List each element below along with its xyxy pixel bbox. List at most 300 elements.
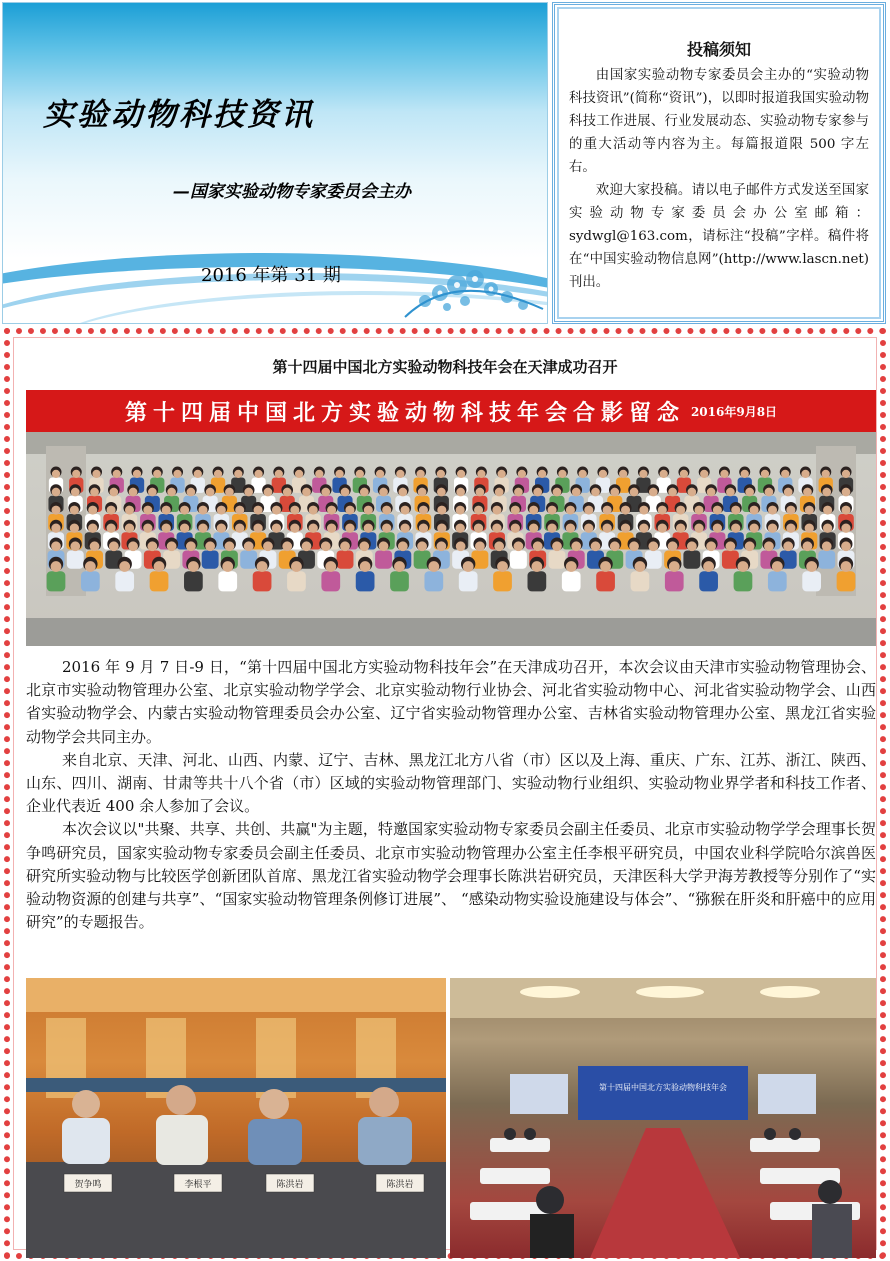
attendee-face <box>805 506 814 515</box>
attendee-face <box>92 470 100 478</box>
attendee-face <box>463 561 474 572</box>
attendee-face <box>738 561 749 572</box>
attendee-face <box>128 541 138 551</box>
attendee-face <box>109 541 119 551</box>
attendee-figure <box>218 571 237 591</box>
attendee-face <box>658 524 667 533</box>
attendee-face <box>552 541 562 551</box>
attendee-face <box>823 506 832 515</box>
attendee-face <box>244 488 253 497</box>
attendee-face <box>147 541 157 551</box>
attendee-face <box>360 561 371 572</box>
attendee-face <box>456 506 465 515</box>
attendee-face <box>428 561 439 572</box>
attendee-face <box>291 561 302 572</box>
attendee-face <box>511 506 520 515</box>
submission-notice <box>552 2 886 324</box>
attendee-face <box>456 524 465 533</box>
attendee-face <box>599 470 607 478</box>
attendee-face <box>474 506 483 515</box>
attendee-face <box>669 561 680 572</box>
attendee-face <box>806 561 817 572</box>
attendee-face <box>531 561 542 572</box>
attendee-face <box>558 470 566 478</box>
attendee-face <box>335 470 343 478</box>
attendee-face <box>153 470 161 478</box>
attendee-face <box>749 524 758 533</box>
attendee-figure <box>802 571 821 591</box>
attendee-face <box>309 524 318 533</box>
screen-text: 第十四届中国北方实验动物科技年会 <box>599 1083 727 1092</box>
photo-banner <box>26 390 876 432</box>
attendee-figure <box>510 551 527 569</box>
attendee-figure <box>240 551 257 569</box>
attendee-face <box>511 524 520 533</box>
attendee-face <box>680 470 688 478</box>
attendee-face <box>842 488 851 497</box>
attendee-face <box>639 470 647 478</box>
attendee-face <box>476 488 485 497</box>
attendee-face <box>668 488 677 497</box>
name-card: 陈洪岩 <box>276 1180 304 1190</box>
attendee-face <box>579 470 587 478</box>
attendee-face <box>726 488 735 497</box>
name-card: 陈洪岩 <box>386 1180 414 1190</box>
attendee-face <box>619 470 627 478</box>
attendee-face <box>707 488 716 497</box>
attendee-face <box>398 488 407 497</box>
attendee-face <box>772 561 783 572</box>
attendee-face <box>477 470 485 478</box>
attendee-face <box>327 506 336 515</box>
article-paragraph: 本次会议以"共聚、共享、共创、共赢"为主题，特邀国家实验动物专家委员会副主任委员、北京市实验动物学学会理事长贺争鸣研究员，国家实验动物专家委员会副主任委员、北京市实验动物管理办公室主任李根平研究员，中国农业科学院哈尔滨兽医研究所实验动物与比较医学创新团队首席、黑龙江省实验动物学会理事长陈洪岩研究员，天津医科大学尹海芳教授等分别作了“实验动物资源的创建与共享”、“国家实验动物管理条例修订进展”、 “感染动物实验设施建设与体会”、“猕猴在肝炎和肝癌中的应用研究”的专题报告。 <box>26 820 876 932</box>
attendee-face <box>566 561 577 572</box>
attendee-face <box>290 506 299 515</box>
attendee-face <box>400 524 409 533</box>
attendee-face <box>786 524 795 533</box>
attendee-face <box>272 524 281 533</box>
attendee-face <box>518 470 526 478</box>
attendee-face <box>217 506 226 515</box>
attendee-face <box>768 506 777 515</box>
attendee-face <box>180 506 189 515</box>
hall-illustration <box>450 978 876 1258</box>
attendee-face <box>842 506 851 515</box>
attendee-figure <box>356 571 375 591</box>
article-body <box>26 656 876 934</box>
attendee-figure <box>81 571 100 591</box>
attendee-face <box>180 524 189 533</box>
attendee-face <box>167 488 176 497</box>
banner-date: 2016年9月8日 <box>690 404 778 419</box>
speakers-illustration <box>26 978 446 1258</box>
attendee-face <box>340 541 350 551</box>
attendee-face <box>538 470 546 478</box>
attendee-face <box>456 541 466 551</box>
attendee-face <box>765 488 774 497</box>
attendee-face <box>416 470 424 478</box>
attendee-face <box>356 470 364 478</box>
attendee-face <box>494 541 504 551</box>
attendee-figure <box>47 571 66 591</box>
attendee-face <box>162 506 171 515</box>
attendee-face <box>275 470 283 478</box>
attendee-face <box>222 561 233 572</box>
attendee-face <box>514 488 523 497</box>
attendee-face <box>244 541 254 551</box>
attendee-face <box>205 541 215 551</box>
attendee-face <box>805 524 814 533</box>
attendee-figure <box>287 571 306 591</box>
attendee-face <box>282 541 292 551</box>
attendee-face <box>437 506 446 515</box>
attendee-face <box>600 561 611 572</box>
attendee-face <box>437 470 445 478</box>
attendee-face <box>639 506 648 515</box>
attendee-face <box>295 470 303 478</box>
attendee-face <box>345 506 354 515</box>
attendee-face <box>572 488 581 497</box>
attendee-face <box>437 524 446 533</box>
attendee-face <box>90 541 100 551</box>
attendee-face <box>495 488 504 497</box>
attendee-face <box>726 541 736 551</box>
attendee-face <box>254 506 263 515</box>
attendee-face <box>803 541 813 551</box>
attendee-face <box>436 541 446 551</box>
attendee-face <box>630 488 639 497</box>
attendee-face <box>133 470 141 478</box>
attendee-face <box>51 524 60 533</box>
attendee-face <box>688 488 697 497</box>
attendee-face <box>492 506 501 515</box>
issue-number: 2016 年第 31 期 <box>201 265 341 286</box>
attendee-face <box>263 541 273 551</box>
attendee-face <box>695 506 704 515</box>
attendee-face <box>591 488 600 497</box>
attendee-figure <box>375 551 392 569</box>
flower-decoration-icon <box>395 249 545 319</box>
speakers-photo <box>26 978 446 1258</box>
attendee-figure <box>631 571 650 591</box>
attendee-face <box>88 524 97 533</box>
attendee-face <box>764 541 774 551</box>
attendee-face <box>761 470 769 478</box>
attendee-face <box>125 524 134 533</box>
attendee-face <box>418 488 427 497</box>
article-box <box>4 328 886 1259</box>
attendee-face <box>822 488 831 497</box>
attendee-face <box>474 524 483 533</box>
attendee-face <box>687 541 697 551</box>
attendee-face <box>129 488 138 497</box>
attendee-face <box>52 470 60 478</box>
attendee-face <box>457 470 465 478</box>
attendee-face <box>143 524 152 533</box>
attendee-face <box>700 470 708 478</box>
attendee-figure <box>424 571 443 591</box>
attendee-face <box>364 524 373 533</box>
attendee-face <box>475 541 485 551</box>
attendee-face <box>841 524 850 533</box>
attendee-face <box>419 524 428 533</box>
attendee-figure <box>184 571 203 591</box>
attendee-face <box>225 488 234 497</box>
attendee-face <box>784 488 793 497</box>
attendee-face <box>713 524 722 533</box>
attendee-figure <box>837 571 856 591</box>
attendee-figure <box>459 571 478 591</box>
attendee-face <box>649 488 658 497</box>
attendee-face <box>566 524 575 533</box>
banner-title: 第十四届中国北方实验动物科技年会合影留念 <box>124 399 685 426</box>
attendee-face <box>720 470 728 478</box>
attendee-face <box>376 470 384 478</box>
attendee-face <box>396 470 404 478</box>
attendee-face <box>70 524 79 533</box>
attendee-figure <box>390 571 409 591</box>
attendee-face <box>217 524 226 533</box>
attendee-face <box>635 561 646 572</box>
attendee-figure <box>596 571 615 591</box>
attendee-figure <box>150 571 169 591</box>
attendee-face <box>364 506 373 515</box>
attendee-face <box>113 470 121 478</box>
attendee-face <box>803 488 812 497</box>
masthead <box>2 2 548 324</box>
publication-subtitle: —国家实验动物专家委员会主办 <box>173 182 411 202</box>
attendee-face <box>90 488 99 497</box>
attendee-face <box>529 524 538 533</box>
attendee-face <box>610 541 620 551</box>
attendee-face <box>584 506 593 515</box>
attendee-face <box>822 470 830 478</box>
attendee-face <box>290 524 299 533</box>
attendee-face <box>781 470 789 478</box>
article-paragraph: 2016 年 9 月 7 日-9 日，“第十四届中国北方实验动物科技年会”在天津成功召开，本次会议由天津市实验动物管理协会、北京市实验动物管理办公室、北京实验动物学学会、北京实验动物行业协会、河北省实验动物中心、河北省实验动物学会、山西省实验动物学会、内蒙古实验动物管理委员会办公室、辽宁省实验动物管理办公室、吉林省实验动物管理办公室、黑龙江省实验动物学会共同主办。 <box>26 658 876 746</box>
attendee-face <box>456 488 465 497</box>
attendee-face <box>109 488 118 497</box>
attendee-face <box>553 488 562 497</box>
attendee-face <box>235 506 244 515</box>
attendee-face <box>148 488 157 497</box>
attendee-figure <box>549 551 566 569</box>
attendee-face <box>731 524 740 533</box>
notice-paragraph: 欢迎大家投稿。请以电子邮件方式发送至国家实验动物专家委员会办公室邮箱：sydwgl@163.com，请标注“投稿”字样。稿件将在“中国实验动物信息网”(http://www.lascn.net)刊出。 <box>569 183 869 290</box>
attendee-face <box>703 561 714 572</box>
attendee-face <box>225 541 235 551</box>
attendee-face <box>206 488 215 497</box>
attendee-figure <box>528 571 547 591</box>
attendee-face <box>154 561 165 572</box>
attendee-face <box>571 541 581 551</box>
attendee-face <box>603 524 612 533</box>
attendee-face <box>676 506 685 515</box>
name-card: 贺争鸣 <box>74 1180 102 1190</box>
attendee-face <box>621 506 630 515</box>
attendee-face <box>253 524 262 533</box>
attendee-face <box>119 561 130 572</box>
attendee-figure <box>67 551 84 569</box>
attendee-face <box>822 541 832 551</box>
notice-title: 投稿须知 <box>686 40 751 59</box>
attendee-face <box>198 524 207 533</box>
attendee-face <box>741 470 749 478</box>
attendee-face <box>497 561 508 572</box>
attendee-face <box>309 506 318 515</box>
attendee-face <box>648 541 658 551</box>
attendee-face <box>745 541 755 551</box>
attendee-face <box>394 561 405 572</box>
attendee-face <box>214 470 222 478</box>
hall-photo <box>450 978 876 1258</box>
attendee-face <box>125 506 134 515</box>
article-paragraph: 来自北京、天津、河北、山西、内蒙、辽宁、吉林、黑龙江北方八省（市）区以及上海、重庆、广东、江苏、浙江、陕西、山东、四川、湖南、甘肃等共十八个省（市）区域的实验动物管理部门、实验动物行业组织、实验动物业界学者和科技工作者、企业代表近 400 余人参加了会议。 <box>26 750 876 816</box>
attendee-face <box>676 524 685 533</box>
attendee-face <box>750 506 759 515</box>
attendee-figure <box>683 551 700 569</box>
attendee-figure <box>734 571 753 591</box>
attendee-figure <box>337 551 354 569</box>
attendee-face <box>51 561 62 572</box>
attendee-figure <box>202 551 219 569</box>
attendee-face <box>194 470 202 478</box>
attendee-face <box>162 524 171 533</box>
publication-title: 实验动物科技资讯 <box>43 97 315 133</box>
attendee-face <box>786 506 795 515</box>
attendee-face <box>254 470 262 478</box>
attendee-face <box>621 524 630 533</box>
attendee-face <box>841 561 852 572</box>
article-headline: 第十四届中国北方实验动物科技年会在天津成功召开 <box>272 358 618 376</box>
attendee-face <box>325 561 336 572</box>
attendee-face <box>498 470 506 478</box>
attendee-face <box>264 488 273 497</box>
attendee-face <box>88 506 97 515</box>
attendee-face <box>417 541 427 551</box>
attendee-face <box>745 488 754 497</box>
group-photo <box>26 390 876 646</box>
attendee-face <box>143 506 152 515</box>
attendee-face <box>173 470 181 478</box>
attendee-face <box>321 488 330 497</box>
attendee-face <box>823 524 832 533</box>
attendee-face <box>272 506 281 515</box>
attendee-face <box>188 561 199 572</box>
notice-paragraph: 由国家实验动物专家委员会主办的“实验动物科技资讯”(简称“资讯”)，以即时报道我国实验动物科技工作进展、行业发展动态、实验动物专家参与的重大活动等内容为主。每篇报道限 500 字左右。 <box>569 68 869 175</box>
attendee-figure <box>115 571 134 591</box>
attendee-face <box>668 541 678 551</box>
attendee-face <box>235 524 244 533</box>
attendee-face <box>327 524 336 533</box>
attendee-figure <box>699 571 718 591</box>
attendee-face <box>533 541 543 551</box>
attendee-face <box>302 488 311 497</box>
attendee-face <box>660 470 668 478</box>
attendee-face <box>70 506 79 515</box>
attendee-face <box>198 506 207 515</box>
attendee-figure <box>665 571 684 591</box>
attendee-face <box>629 541 639 551</box>
attendee-face <box>70 541 80 551</box>
attendee-face <box>768 524 777 533</box>
attendee-face <box>584 524 593 533</box>
attendee-face <box>731 506 740 515</box>
attendee-face <box>514 541 524 551</box>
attendee-face <box>801 470 809 478</box>
attendee-face <box>783 541 793 551</box>
attendee-face <box>321 541 331 551</box>
attendee-face <box>106 524 115 533</box>
conference-photos <box>26 978 876 1258</box>
attendee-face <box>706 541 716 551</box>
attendee-face <box>566 506 575 515</box>
attendee-face <box>107 506 116 515</box>
attendee-face <box>257 561 268 572</box>
attendee-face <box>610 488 619 497</box>
attendee-face <box>72 470 80 478</box>
attendee-face <box>401 506 410 515</box>
attendee-face <box>548 506 557 515</box>
attendee-figure <box>562 571 581 591</box>
attendee-face <box>85 561 96 572</box>
attendee-face <box>658 506 667 515</box>
attendee-face <box>52 488 61 497</box>
attendee-figure <box>493 571 512 591</box>
attendee-figure <box>253 571 272 591</box>
attendee-face <box>315 470 323 478</box>
attendee-face <box>302 541 312 551</box>
attendee-face <box>713 506 722 515</box>
attendee-face <box>187 488 196 497</box>
attendee-face <box>341 488 350 497</box>
attendee-figure <box>768 571 787 591</box>
attendee-face <box>533 488 542 497</box>
attendee-face <box>492 524 501 533</box>
attendee-face <box>639 524 648 533</box>
attendee-face <box>186 541 196 551</box>
attendee-face <box>382 524 391 533</box>
attendee-face <box>842 470 850 478</box>
attendee-face <box>283 488 292 497</box>
attendee-face <box>547 524 556 533</box>
attendee-face <box>379 541 389 551</box>
crowd-illustration <box>26 432 876 646</box>
attendee-face <box>603 506 612 515</box>
attendee-face <box>379 488 388 497</box>
attendee-figure <box>645 551 662 569</box>
attendee-face <box>529 506 538 515</box>
attendee-face <box>167 541 177 551</box>
attendee-face <box>694 524 703 533</box>
attendee-face <box>437 488 446 497</box>
attendee-face <box>52 506 61 515</box>
attendee-figure <box>818 551 835 569</box>
name-card: 李根平 <box>184 1180 212 1190</box>
attendee-face <box>51 541 61 551</box>
attendee-face <box>591 541 601 551</box>
attendee-face <box>359 541 369 551</box>
attendee-figure <box>321 571 340 591</box>
attendee-face <box>398 541 408 551</box>
attendee-face <box>841 541 851 551</box>
attendee-face <box>234 470 242 478</box>
attendee-face <box>345 524 354 533</box>
attendee-face <box>360 488 369 497</box>
attendee-face <box>382 506 391 515</box>
attendee-face <box>419 506 428 515</box>
attendee-face <box>71 488 80 497</box>
